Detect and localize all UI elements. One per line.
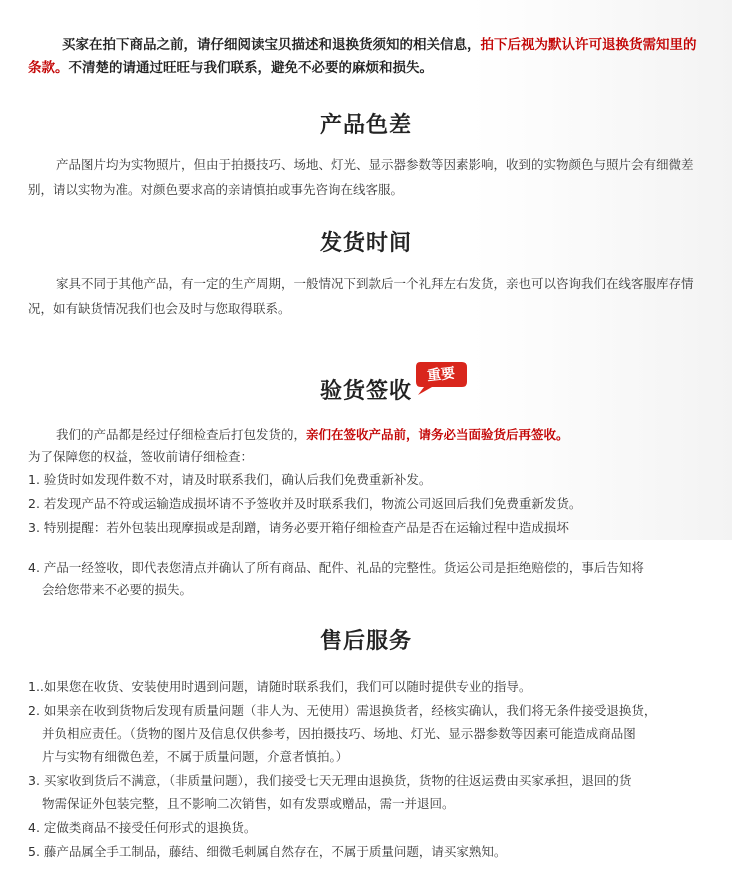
- inspection-item-1: 1. 验货时如发现件数不对，请及时联系我们，确认后我们免费重新补发。: [28, 472, 432, 487]
- intro-contact-text: 不清楚的请通过旺旺与我们联系，避免不必要的麻烦和损失。: [68, 60, 433, 76]
- aftersales-item-3-line-1: 3. 买家收到货后不满意，（非质量问题），我们接受七天无理由退换货，货物的往返运费由买家承担，退回的货: [28, 773, 632, 788]
- inspection-lead-text: 我们的产品都是经过仔细检查后打包发货的，: [56, 427, 307, 442]
- inspection-item-4-line-2: [28, 580, 718, 600]
- inspection-item-2: 2. 若发现产品不符或运输造成损坏请不予签收并及时联系我们，物流公司返回后我们免费重新发货。: [28, 496, 582, 511]
- aftersales-item-2-line-2-text: 并负相应责任。（货物的图片及信息仅供参考，因拍摄技巧、场地、灯光、显示器参数等因素可能造成商品图: [42, 726, 636, 741]
- inspection-item-4-line-2-text: 会给您带来不必要的损失。: [42, 582, 193, 597]
- shipping-time-heading: 发货时间: [319, 231, 412, 256]
- intro-text: 买家在拍下商品之前，请仔细阅读宝贝描述和退换货须知的相关信息，: [62, 37, 481, 53]
- aftersales-item-1: 1..如果您在收货、安装使用时遇到问题，请随时联系我们，我们可以随时提供专业的指导。: [28, 679, 532, 694]
- inspection-item-4-line-1: 4. 产品一经签收，即代表您清点并确认了所有商品、配件、礼品的完整性。货运公司是拒绝赔偿的，事后告知将: [28, 560, 644, 575]
- aftersales-item-2-line-1: 2. 如果亲在收到货物后发现有质量问题（非人为、无使用）需退换货者，经核实确认，我们将无条件接受退换货，: [28, 703, 657, 718]
- important-badge-label: 重要: [426, 365, 456, 385]
- inspection-lead-warning: 亲们在签收产品前，请务必当面验货后再签收。: [306, 427, 569, 442]
- inspection-item-3: 3. 特别提醒：若外包装出现摩损或是刮蹭，请务必要开箱仔细检查产品是否在运输过程中造成损坏: [28, 520, 569, 535]
- color-difference-text: 产品图片均为实物照片，但由于拍摄技巧、场地、灯光、显示器参数等因素影响，收到的实物颜色与照片会有细微差别，请以实物为准。对颜色要求高的亲请慎拍或事先咨询在线客服。: [28, 157, 694, 197]
- inspection-notice: 为了保障您的权益，签收前请仔细检查：: [28, 449, 254, 464]
- aftersales-item-2-line-3: [28, 747, 718, 767]
- aftersales-item-2-line-3-text: 片与实物有细微色差，不属于质量问题，介意者慎拍。）: [42, 749, 349, 764]
- color-difference-heading: 产品色差: [319, 113, 412, 138]
- aftersales-item-2-line-2: [28, 724, 718, 744]
- inspection-heading: 验货签收: [319, 379, 412, 404]
- shipping-time-text: 家具不同于其他产品，有一定的生产周期，一般情况下到款后一个礼拜左右发货，亲也可以咨询我们在线客服库存情况，如有缺货情况我们也会及时与您取得联系。: [28, 276, 694, 316]
- intro-paragraph: [28, 34, 708, 80]
- aftersales-item-3-line-2: [28, 794, 718, 814]
- aftersales-item-4: 4. 定做类商品不接受任何形式的退换货。: [28, 820, 257, 835]
- aftersales-item-3-line-2-text: 物需保证外包装完整，且不影响二次销售，如有发票或赠品，需一并退回。: [42, 796, 455, 811]
- inspection-lead: [56, 425, 732, 445]
- aftersales-item-5: 5. 藤产品属全手工制品，藤结、细微毛刺属自然存在，不属于质量问题，请买家熟知。: [28, 844, 507, 859]
- aftersales-heading: 售后服务: [319, 629, 412, 654]
- intro-default-terms: 拍下后视为默认许可退换货需知里的条款。: [28, 37, 697, 76]
